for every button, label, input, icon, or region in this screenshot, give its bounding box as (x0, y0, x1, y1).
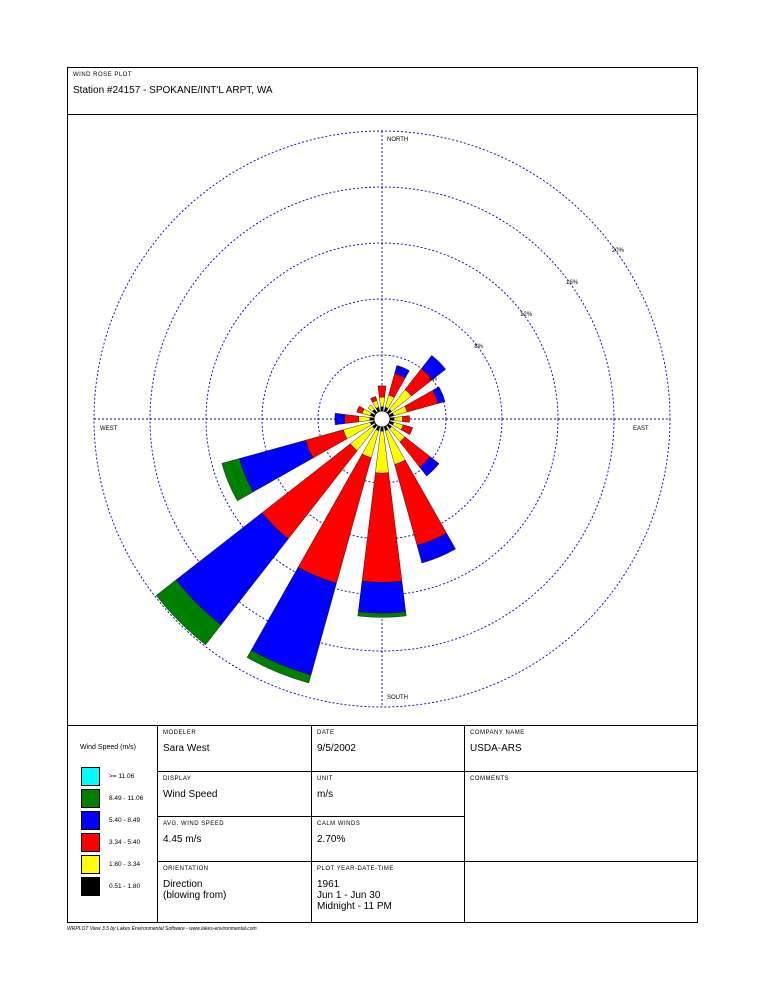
period-value (317, 879, 392, 912)
legend-swatch (81, 877, 100, 896)
orientation-line-1: Direction (163, 879, 203, 890)
station-title: Station #24157 - SPOKANE/INT'L ARPT, WA (73, 85, 273, 96)
petal-s-bin0 (381, 427, 384, 431)
orientation-cell (158, 862, 311, 923)
legend-title: Wind Speed (m/s) (80, 744, 137, 751)
compass-north: NORTH (387, 137, 409, 143)
date-cell (312, 726, 464, 771)
unit-value: m/s (317, 789, 334, 800)
petal-nw-bin1 (368, 405, 375, 412)
company-value: USDA-ARS (470, 743, 522, 754)
legend-label: 1.80 - 3.34 (109, 861, 141, 868)
petal-e-bin1 (394, 416, 402, 421)
modeler-label: MODELER (163, 730, 197, 736)
petal-s-bin1 (375, 431, 388, 473)
ring-label: 4% (428, 376, 438, 383)
period-line-3: Midnight - 11 PM (317, 901, 392, 912)
ring-label: 12% (520, 312, 533, 319)
legend-swatch (81, 855, 100, 874)
legend-label: 0.51 - 1.80 (109, 883, 141, 890)
ring-label: 16% (566, 279, 579, 286)
calm-cell (312, 817, 464, 861)
petal-s-bin3 (358, 581, 405, 613)
report-frame (67, 67, 698, 923)
legend-swatch (81, 833, 100, 852)
avg-speed-cell (158, 817, 311, 861)
petal-n-bin0 (381, 407, 384, 411)
period-line-2: Jun 1 - Jun 30 (317, 890, 381, 901)
plot-type-label: WIND ROSE PLOT (73, 72, 133, 78)
orientation-value (163, 879, 226, 901)
company-label: COMPANY NAME (470, 730, 525, 736)
date-label: DATE (317, 730, 335, 736)
legend-label: 5.40 - 8.49 (109, 817, 141, 824)
legend-swatch (81, 767, 100, 786)
compass-east: EAST (633, 426, 649, 432)
avg-speed-label: AVG. WIND SPEED (163, 821, 225, 827)
display-value: Wind Speed (163, 789, 218, 800)
company-cell (465, 726, 697, 771)
petal-sse-bin2 (395, 460, 447, 545)
orientation-line-2: (blowing from) (163, 890, 227, 901)
petal-n-bin2 (378, 386, 386, 397)
ring-label: 20% (611, 247, 624, 254)
ring-label: 8% (474, 344, 483, 351)
info-panel (68, 725, 697, 923)
unit-label: UNIT (317, 776, 333, 782)
modeler-cell (158, 726, 311, 771)
display-label: DISPLAY (163, 776, 192, 782)
comments-cell (465, 772, 697, 861)
modeler-value: Sara West (163, 743, 210, 754)
petal-n-bin1 (379, 397, 384, 407)
calm-label: CALM WINDS (317, 821, 361, 827)
comments-label: COMMENTS (470, 776, 509, 782)
calm-circle (374, 411, 390, 427)
compass-south: SOUTH (387, 695, 408, 701)
compass-west: WEST (100, 426, 118, 432)
period-cell (312, 862, 464, 923)
period-label: PLOT YEAR-DATE-TIME (317, 866, 394, 872)
legend-swatch (81, 811, 100, 830)
petal-w-bin1 (359, 416, 370, 422)
legend-label: >= 11.06 (109, 773, 135, 780)
wind-rose-chart (68, 114, 697, 725)
petal-ese-bin2 (401, 425, 412, 435)
petal-w-bin0 (370, 418, 374, 421)
display-cell (158, 772, 311, 816)
petal-s-bin2 (362, 473, 402, 583)
unit-cell (312, 772, 464, 816)
avg-speed-value: 4.45 m/s (163, 834, 202, 845)
legend-swatch (81, 789, 100, 808)
petal-w-bin2 (345, 414, 359, 423)
petal-e-bin2 (402, 416, 409, 423)
calm-value: 2.70% (317, 834, 346, 845)
report-header (68, 68, 697, 115)
date-value: 9/5/2002 (317, 743, 356, 754)
orientation-label: ORIENTATION (163, 866, 209, 872)
period-line-1: 1961 (317, 879, 340, 890)
software-credit: WRPLOT View 3.5 by Lakes Environmental Software - www.lakes-environmental.com (67, 926, 257, 932)
legend-label: 8.49 - 11.06 (109, 795, 144, 802)
petal-w-bin3 (335, 413, 345, 425)
wind-rose-area (68, 114, 697, 725)
legend-label: 3.34 - 5.40 (109, 839, 141, 846)
petal-e-bin0 (390, 418, 394, 421)
